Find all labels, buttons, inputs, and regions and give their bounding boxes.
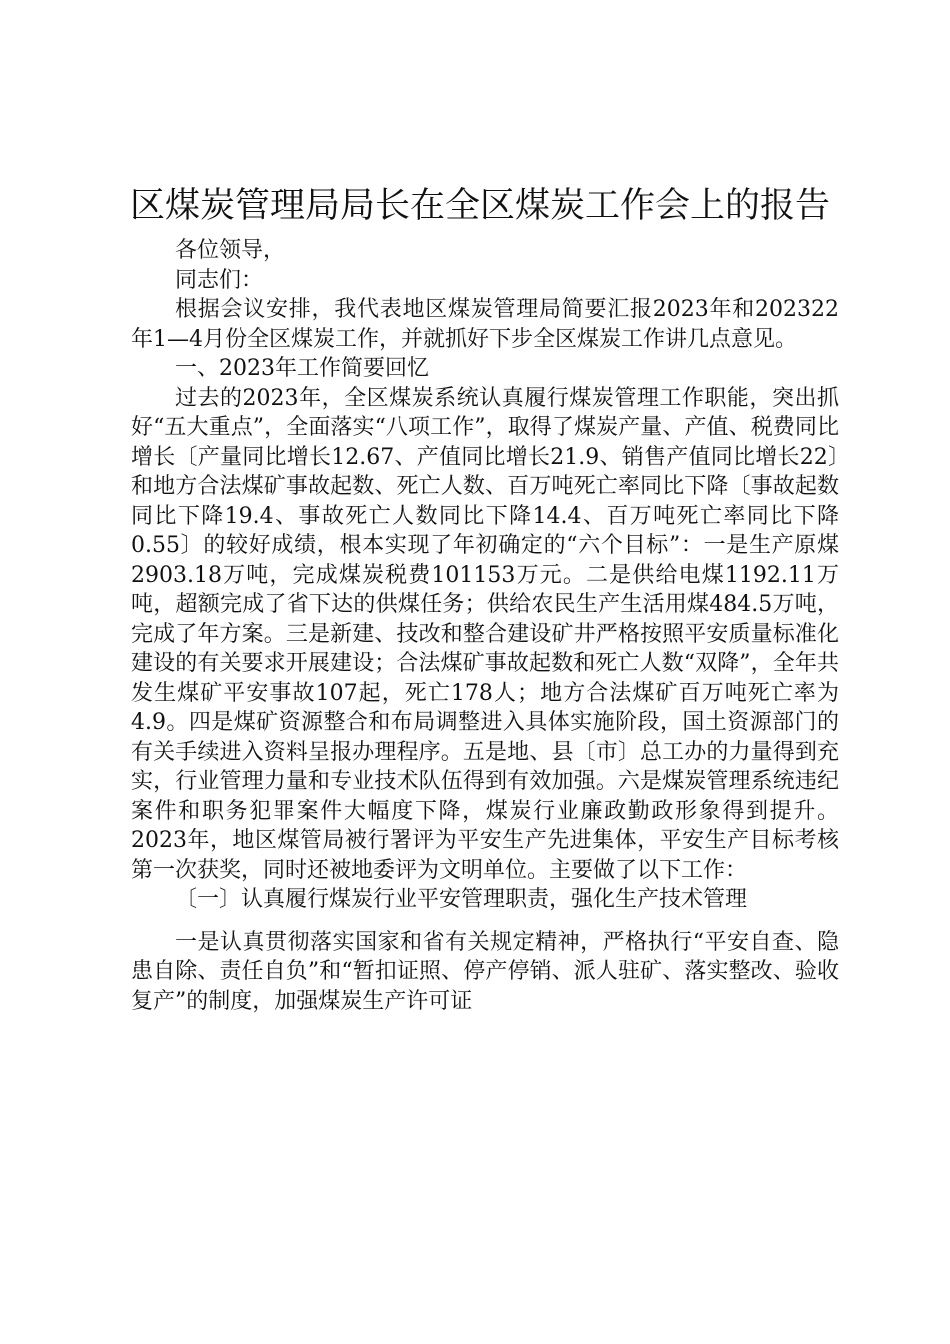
intro-paragraph: 根据会议安排，我代表地区煤炭管理局简要汇报2023年和202322年1—4月份全区煤炭工作，并就抓好下步全区煤炭工作讲几点意见。 xyxy=(131,297,839,352)
salutation-comrades: 同志们： xyxy=(175,267,264,293)
document-title: 区煤炭管理局局长在全区煤炭工作会上的报告 xyxy=(130,186,831,226)
document-body xyxy=(131,236,839,1016)
salutation-leaders: 各位领导， xyxy=(175,238,286,263)
subsection-heading-1: 〔一〕认真履行煤炭行业平安管理职责，强化生产技术管理 xyxy=(175,887,748,912)
subsection-paragraph-1: 一是认真贯彻落实国家和省有关规定精神，严格执行“平安自查、隐患自除、责任自负”和“暂扣证照、停产停销、派人驻矿、落实整改、验收复产”的制度，加强煤炭生产许可证 xyxy=(131,929,839,1014)
review-paragraph: 过去的2023年，全区煤炭系统认真履行煤炭管理工作职能，突出抓好“五大重点”，全面落实“八项工作”，取得了煤炭产量、产值、税费同比增长〔产量同比增长12.67、产值同比增长21.9、销售产值同比增长22〕和地方合法煤矿事故起数、死亡人数、百万吨死亡率同比下降〔事故起数同比下降19.4、事故死亡人数同比下降14.4、百万吨死亡率同比下降0.55〕的较好成绩，根本实现了年初确定的“六个目标”：一是生产原煤2903.18万吨，完成煤炭税费101153万元。二是供给电煤1192.11万吨，超额完成了省下达的供煤任务；供给农民生产生活用煤484.5万吨，完成了年方案。三是新建、技改和整合建设矿井严格按照平安质量标准化建设的有关要求开展建设；合法煤矿事故起数和死亡人数“双降”，全年共发生煤矿平安事故107起，死亡178人；地方合法煤矿百万吨死亡率为4.9。四是煤矿资源整合和布局调整进入具体实施阶段，国土资源部门的有关手续进入资料呈报办理程序。五是地、县〔市〕总工办的力量得到充实，行业管理力量和专业技术队伍得到有效加强。六是煤炭管理系统违纪案件和职务犯罪案件大幅度下降，煤炭行业廉政勤政形象得到提升。2023年，地区煤管局被行署评为平安生产先进集体，平安生产目标考核第一次获奖，同时还被地委评为文明单位。主要做了以下工作： xyxy=(131,385,839,883)
section-heading-1: 一、2023年工作简要回忆 xyxy=(175,356,429,381)
